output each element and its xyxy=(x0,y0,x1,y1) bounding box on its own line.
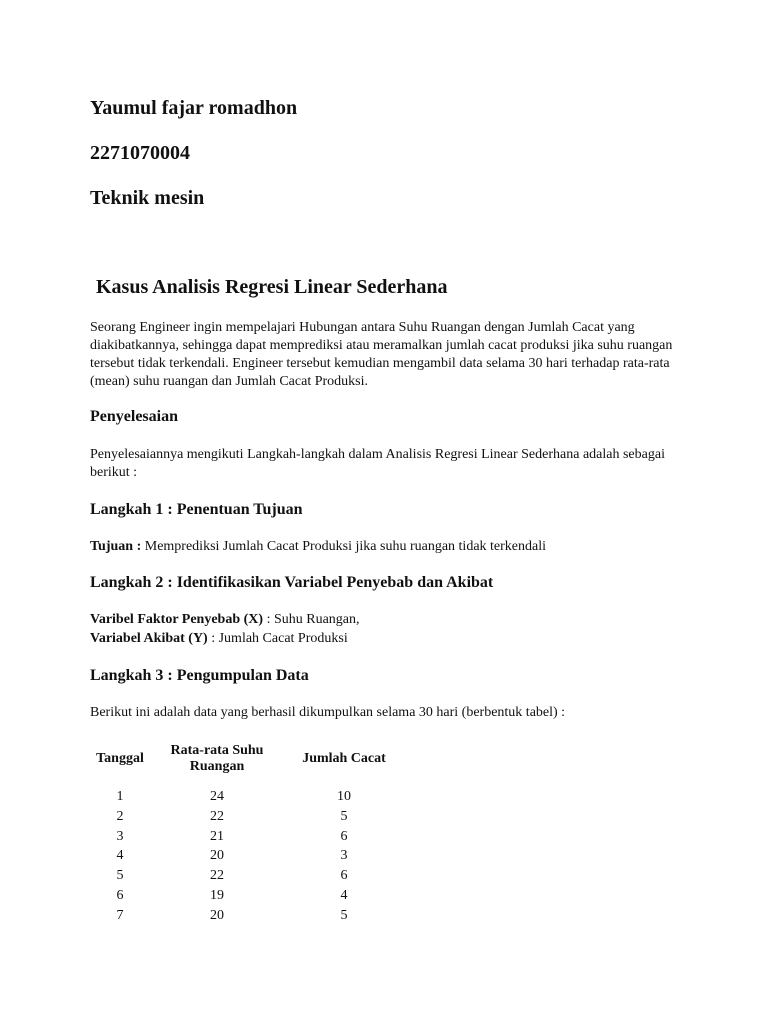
table-body xyxy=(84,787,410,926)
cell-tanggal: 2 xyxy=(116,808,124,824)
tujuan-label: Tujuan : xyxy=(90,539,142,554)
table-row xyxy=(84,886,410,906)
data-intro-paragraph: Berikut ini adalah data yang berhasil dikumpulkan selama 30 hari (berbentuk tabel) : xyxy=(90,705,566,720)
table-row xyxy=(84,906,410,926)
data-table xyxy=(84,741,410,926)
header-jumlah-cacat: Jumlah Cacat xyxy=(302,751,386,766)
intro-paragraph: Seorang Engineer ingin mempelajari Hubungan antara Suhu Ruangan dengan Jumlah Cacat yang diakibatkannya, sehingga dapat memprediksi atau meramalkan jumlah cacat produksi jika suhu ruangan tersebut tidak terkendali. Engineer tersebut kemudian mengambil data selama 30 hari terhadap rata-rata (mean) suhu ruangan dan Jumlah Cacat Produksi. xyxy=(90,320,673,389)
step2-heading: Langkah 2 : Identifikasikan Variabel Penyebab dan Akibat xyxy=(90,574,494,591)
step1-heading: Langkah 1 : Penentuan Tujuan xyxy=(90,501,303,518)
document-title: Kasus Analisis Regresi Linear Sederhana xyxy=(96,276,448,298)
penyelesaian-paragraph: Penyelesaiannya mengikuti Langkah-langkah dalam Analisis Regresi Linear Sederhana adalah sebagai berikut : xyxy=(90,447,665,480)
department: Teknik mesin xyxy=(90,187,205,209)
cell-tanggal: 3 xyxy=(116,828,124,844)
cell-jumlah-cacat: 5 xyxy=(340,808,348,824)
penyelesaian-heading: Penyelesaian xyxy=(90,408,178,425)
table-header-row xyxy=(84,741,410,787)
cell-suhu: 22 xyxy=(210,808,224,824)
variable-x-line xyxy=(90,611,360,629)
cell-tanggal: 1 xyxy=(116,789,124,804)
variable-y-text: : Jumlah Cacat Produksi xyxy=(207,631,348,646)
tujuan-line xyxy=(90,538,546,556)
cell-tanggal: 6 xyxy=(116,887,124,903)
cell-suhu: 20 xyxy=(210,907,224,923)
cell-suhu: 24 xyxy=(210,789,224,804)
cell-jumlah-cacat: 3 xyxy=(340,848,348,864)
cell-jumlah-cacat: 6 xyxy=(340,868,348,884)
cell-jumlah-cacat: 10 xyxy=(337,789,351,804)
table-row xyxy=(84,827,410,847)
variable-y-label: Variabel Akibat (Y) xyxy=(90,631,208,646)
cell-jumlah-cacat: 5 xyxy=(340,907,348,923)
cell-tanggal: 7 xyxy=(116,907,124,923)
cell-tanggal: 5 xyxy=(116,868,124,884)
cell-suhu: 22 xyxy=(210,868,224,884)
cell-tanggal: 4 xyxy=(116,848,124,864)
cell-suhu: 20 xyxy=(210,848,224,864)
table-row xyxy=(84,866,410,886)
header-tanggal: Tanggal xyxy=(96,751,144,766)
table-row xyxy=(84,807,410,827)
tujuan-text: Memprediksi Jumlah Cacat Produksi jika suhu ruangan tidak terkendali xyxy=(141,539,546,554)
header-suhu: Rata-rata Suhu Ruangan xyxy=(170,743,264,774)
student-id: 2271070004 xyxy=(90,142,190,164)
variable-x-text: : Suhu Ruangan, xyxy=(263,612,360,627)
variable-x-label: Varibel Faktor Penyebab (X) xyxy=(90,612,264,627)
cell-suhu: 21 xyxy=(210,828,224,844)
cell-jumlah-cacat: 4 xyxy=(340,887,348,903)
cell-jumlah-cacat: 6 xyxy=(340,828,348,844)
variable-y-line xyxy=(90,630,348,648)
cell-suhu: 19 xyxy=(210,887,224,903)
author-name: Yaumul fajar romadhon xyxy=(90,97,298,119)
table-row xyxy=(84,787,410,807)
table-row xyxy=(84,846,410,866)
step3-heading: Langkah 3 : Pengumpulan Data xyxy=(90,667,309,684)
